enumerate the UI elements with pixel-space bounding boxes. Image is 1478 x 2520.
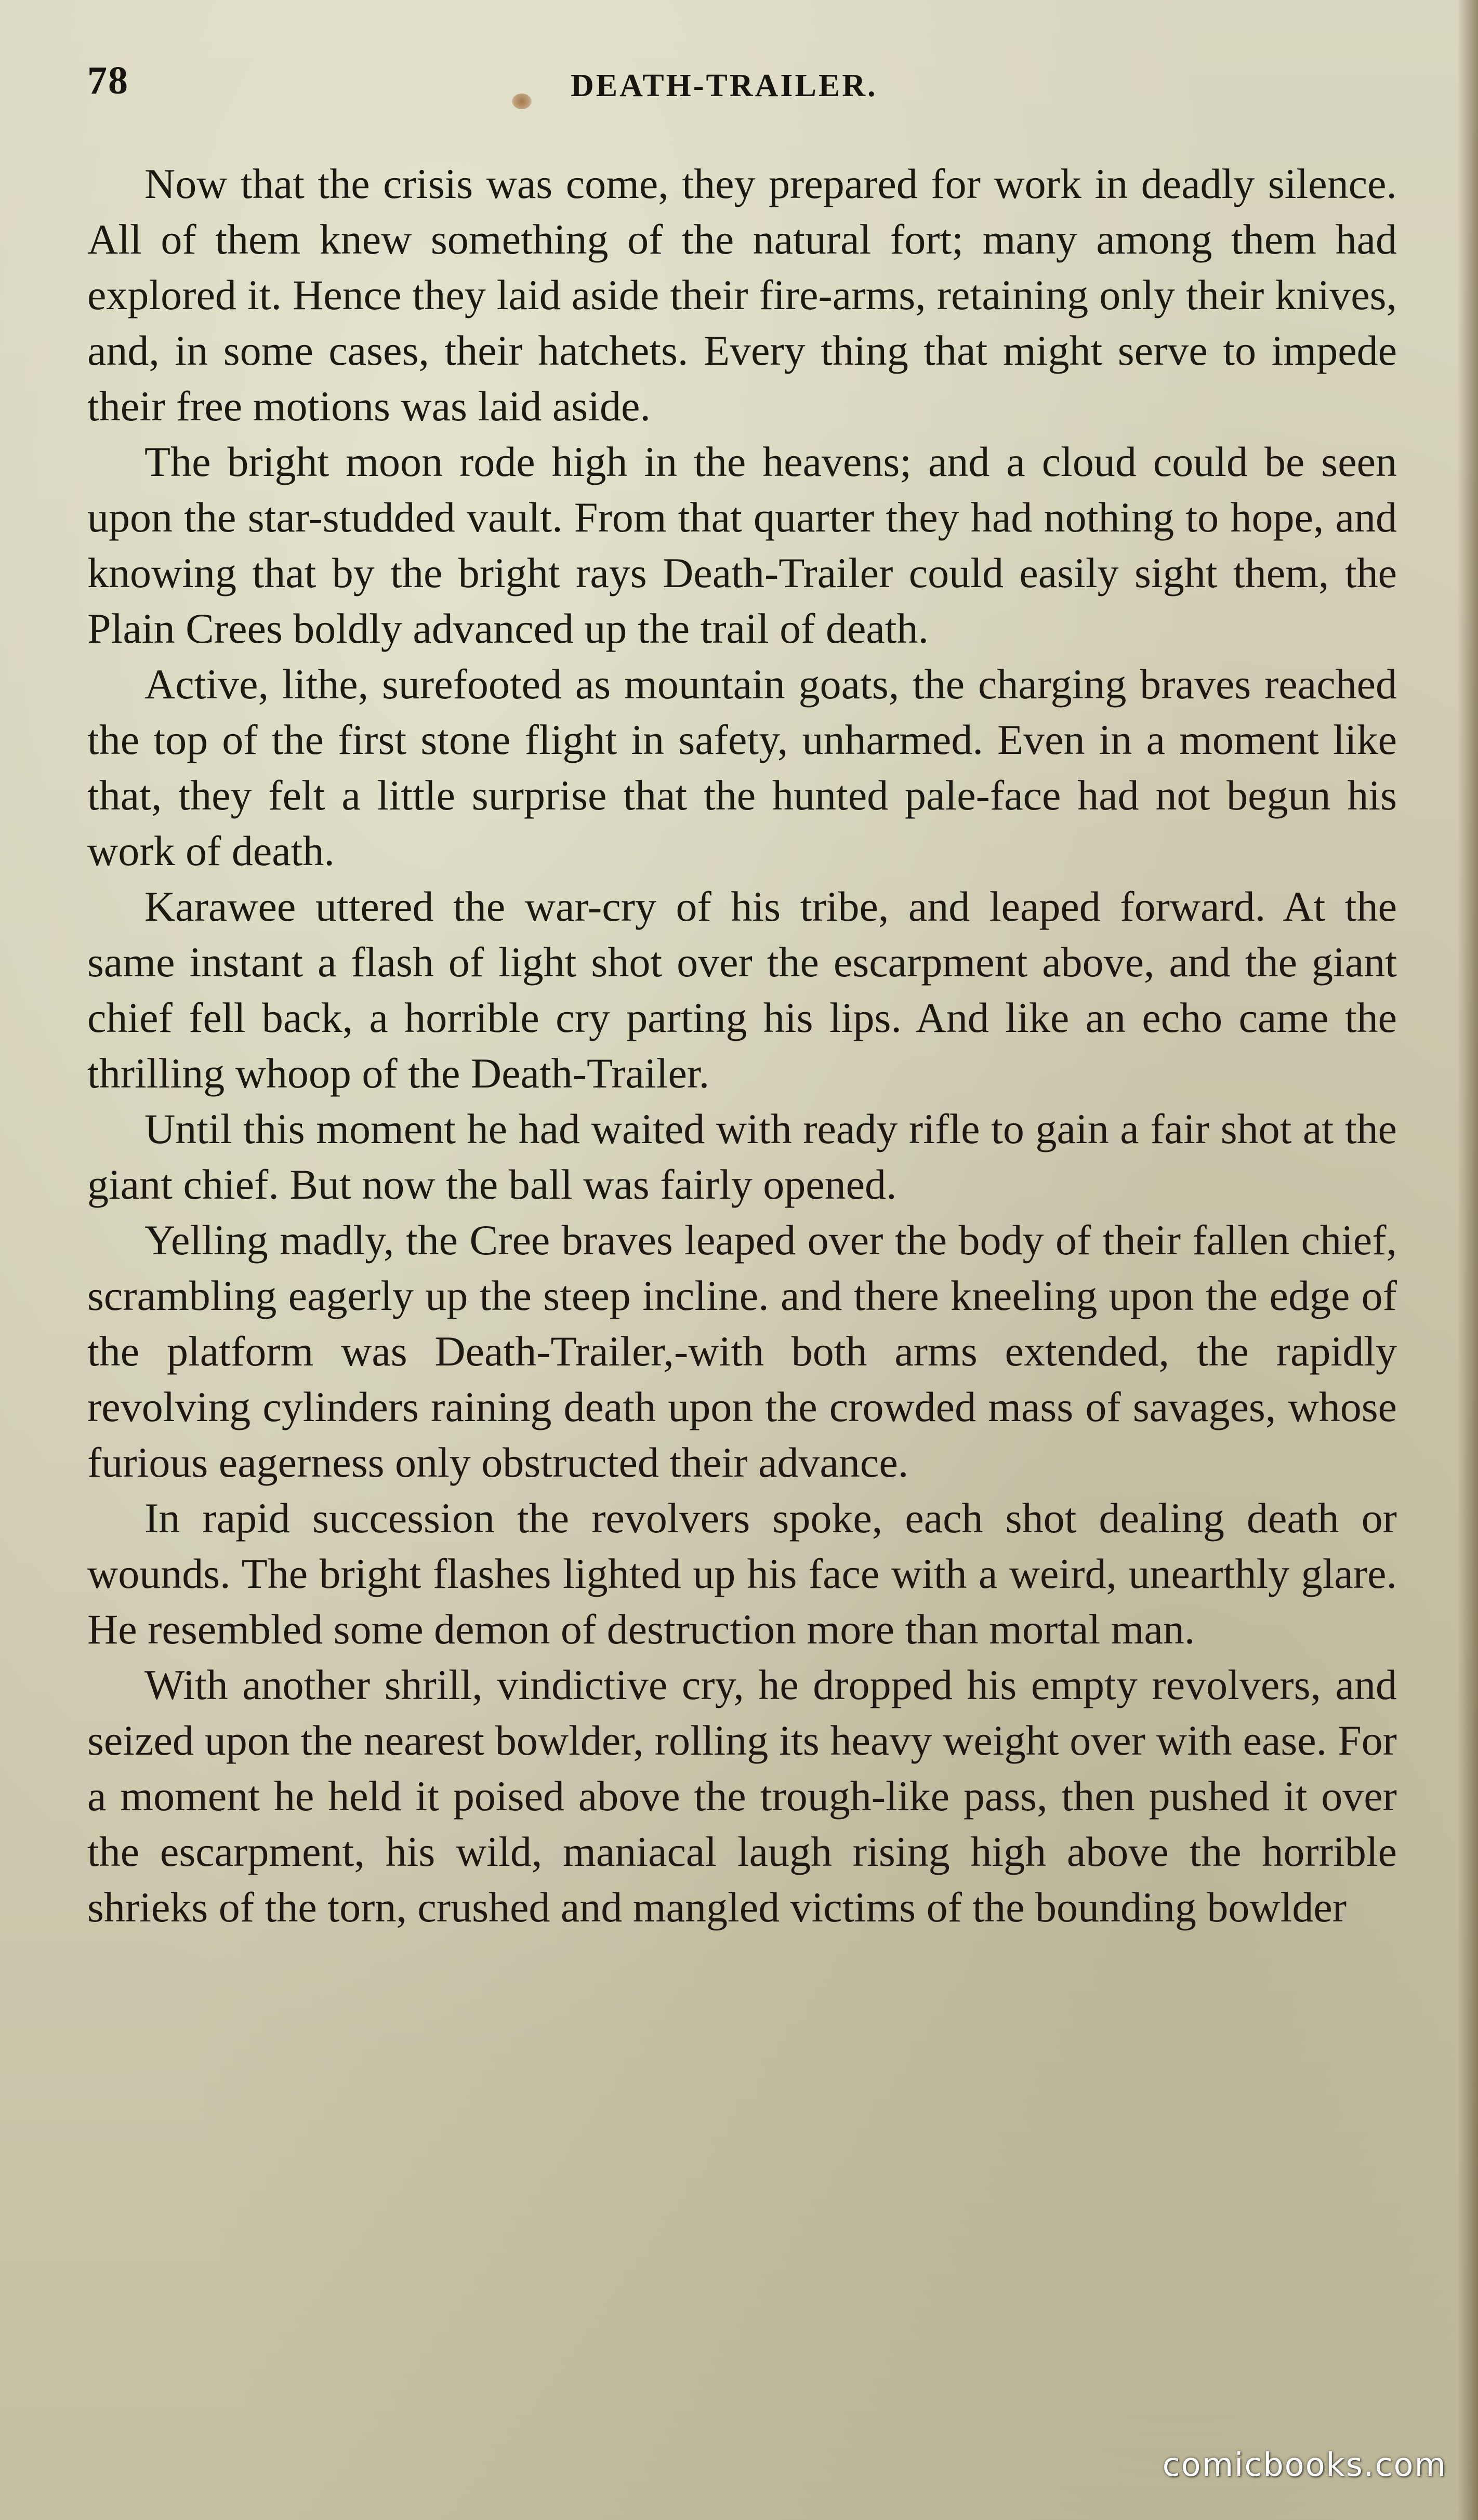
paper-stain (512, 94, 532, 109)
paragraph: Now that the crisis was come, they prepared for work in deadly silence. All of them knew something of the natural fort; many among them had explored it. Hence they laid aside their fire-arms, retaining only their knives, and, in some cases, their hatchets. Every thing that might serve to impede their free motions was laid aside. (87, 160, 1397, 430)
paragraph: Karawee uttered the war-cry of his tribe, and leaped forward. At the same instant a flash of light shot over the escarpment above, and the giant chief fell back, a horrible cry parting his lips. And like an echo came the thrilling whoop of the Death-Trailer. (87, 883, 1397, 1097)
page-header (87, 58, 1407, 115)
page-number: 78 (87, 59, 129, 102)
paragraph: Yelling madly, the Cree braves leaped over the body of their fallen chief, scrambling eagerly up the steep incline. and there kneeling upon the edge of the platform was Death-Trailer,-with both arms extended, the rapidly revolving cylinders raining death upon the crowded mass of savages, whose furious eagerness only obstructed their advance. (87, 1216, 1397, 1486)
page-edge-shadow (1457, 0, 1478, 2520)
running-head: DEATH-TRAILER. (571, 68, 878, 103)
paragraph: Until this moment he had waited with ready rifle to gain a fair shot at the giant chief. But now the ball was fairly opened. (87, 1105, 1397, 1208)
paragraph: The bright moon rode high in the heavens; and a cloud could be seen upon the star-studded vault. From that quarter they had nothing to hope, and knowing that by the bright rays Death-Trailer could easily sight them, the Plain Crees boldly advanced up the trail of death. (87, 438, 1397, 652)
paragraph: In rapid succession the revolvers spoke, each shot dealing death or wounds. The bright flashes lighted up his face with a weird, unearthly glare. He resembled some demon of destruction more than mortal man. (87, 1494, 1397, 1653)
paragraph: Active, lithe, surefooted as mountain goats, the charging braves reached the top of the first stone flight in safety, unharmed. Even in a moment like that, they felt a little surprise that the hunted pale-face had not begun his work of death. (87, 660, 1397, 874)
paragraph: With another shrill, vindictive cry, he dropped his empty revolvers, and seized upon the nearest bowlder, rolling its heavy weight over with ease. For a moment he held it poised above the trough-like pass, then pushed it over the escarpment, his wild, maniacal laugh rising high above the horrible shrieks of the torn, crushed and mangled victims of the bounding bowlder (87, 1661, 1397, 1931)
body-text (87, 156, 1397, 1935)
watermark: comicbooks.com (1162, 2446, 1447, 2484)
